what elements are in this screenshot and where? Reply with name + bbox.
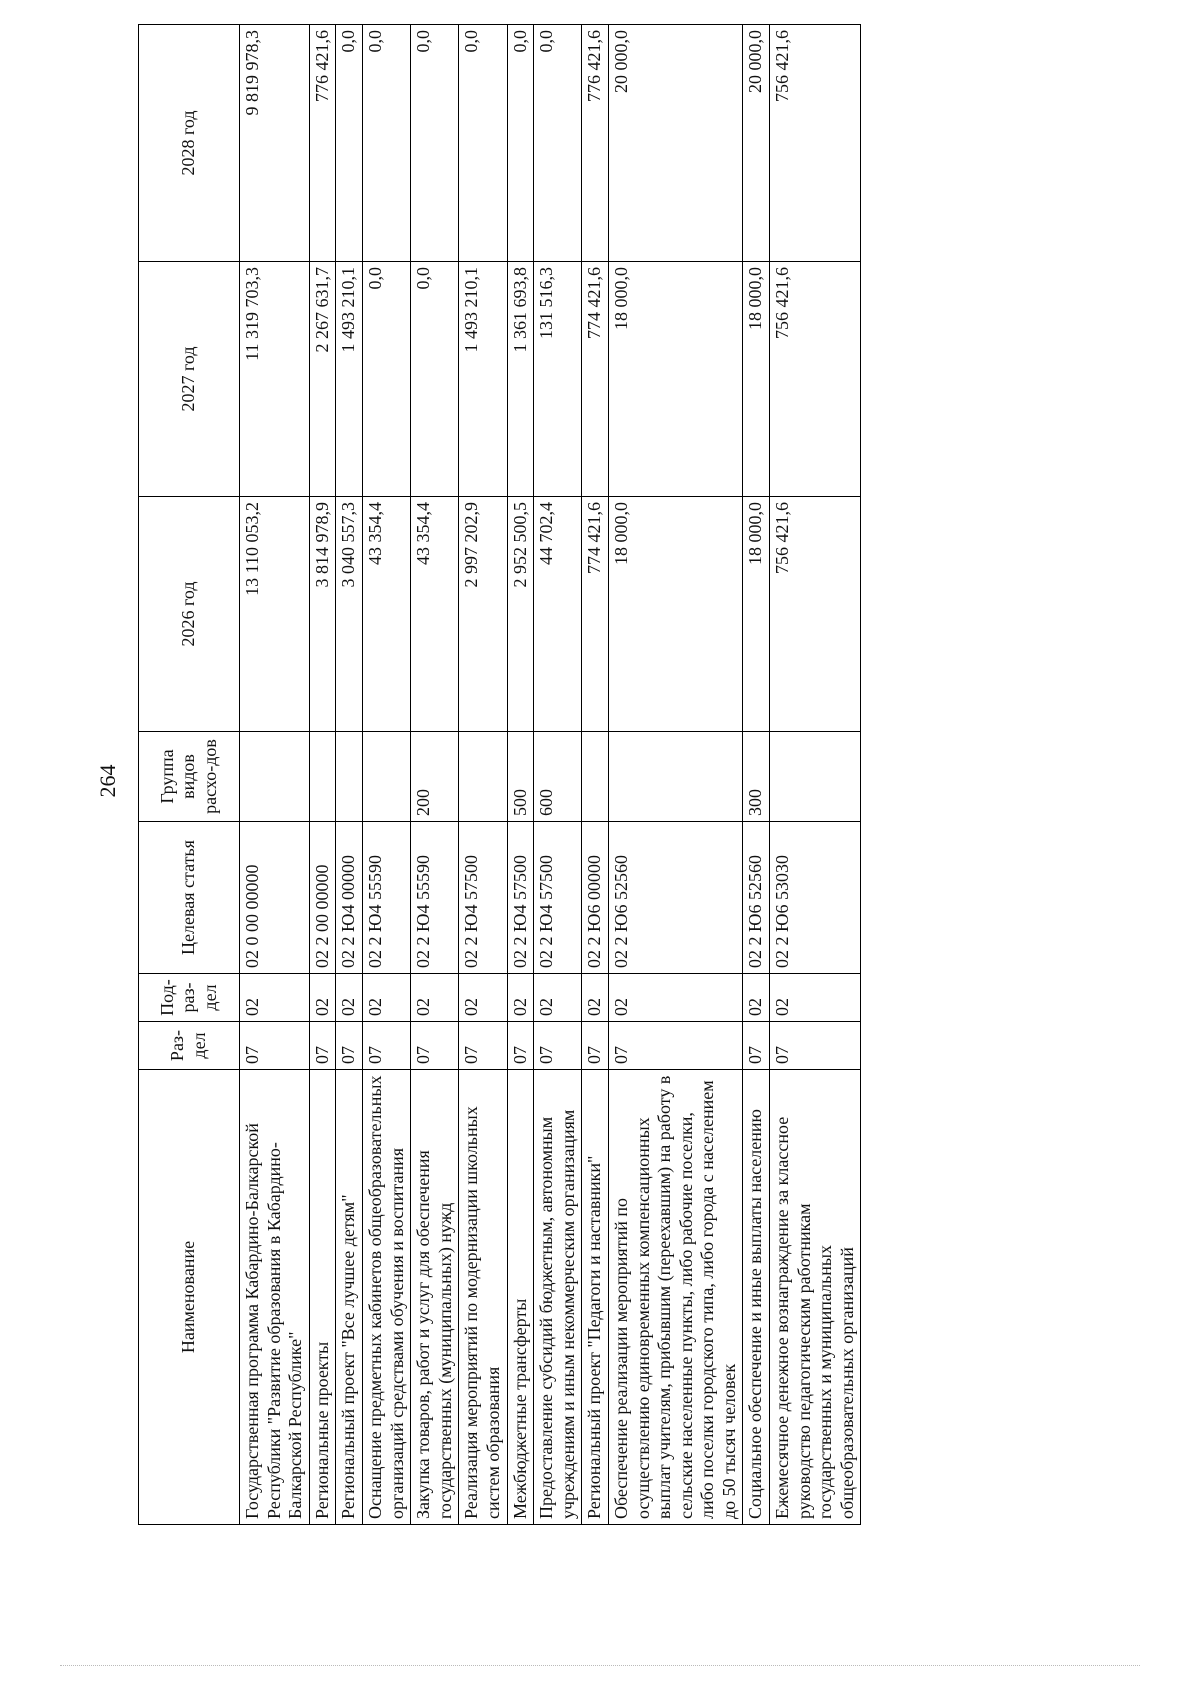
cell-year-2028: 0,0 [534,25,582,262]
cell-subsection: 02 [411,974,459,1022]
header-row [139,25,240,1525]
cell-section: 07 [582,1022,609,1070]
header-year-2028: 2028 год [139,25,240,262]
cell-subsection: 02 [743,974,770,1022]
cell-target-article: 02 2 Ю6 53030 [770,822,861,974]
cell-section: 07 [534,1022,582,1070]
cell-subsection: 02 [770,974,861,1022]
budget-table [138,24,861,1525]
header-subsection: Под-раз-дел [139,974,240,1022]
cell-expense-group [582,732,609,822]
cell-expense-group: 300 [743,732,770,822]
cell-subsection: 02 [309,974,336,1022]
table-row [507,25,534,1525]
cell-year-2027: 0,0 [362,262,410,497]
cell-name: Региональный проект "Все лучшее детям" [336,1070,363,1525]
cell-year-2026: 18 000,0 [743,497,770,732]
cell-year-2027: 18 000,0 [743,262,770,497]
table-row [459,25,507,1525]
table-row [770,25,861,1525]
cell-expense-group [770,732,861,822]
cell-year-2028: 20 000,0 [608,25,743,262]
cell-name: Ежемесячное денежное вознаграждение за классное руководство педагогическим работникам государственных и муниципальных общеобразовательных организаций [770,1070,861,1525]
cell-section: 07 [770,1022,861,1070]
cell-year-2026: 756 421,6 [770,497,861,732]
cell-target-article: 02 2 Ю6 00000 [582,822,609,974]
table-row [534,25,582,1525]
header-target-article: Целевая статья [139,822,240,974]
cell-name: Закупка товаров, работ и услуг для обеспечения государственных (муниципальных) нужд [411,1070,459,1525]
cell-name: Предоставление субсидий бюджетным, автономным учреждениям и иным некоммерческим организациям [534,1070,582,1525]
cell-target-article: 02 2 00 00000 [309,822,336,974]
cell-subsection: 02 [336,974,363,1022]
cell-year-2026: 18 000,0 [608,497,743,732]
cell-year-2028: 776 421,6 [582,25,609,262]
cell-name: Оснащение предметных кабинетов общеобразовательных организаций средствами обучения и воспитания [362,1070,410,1525]
cell-year-2027: 774 421,6 [582,262,609,497]
cell-year-2027: 131 516,3 [534,262,582,497]
cell-subsection: 02 [459,974,507,1022]
cell-year-2027: 756 421,6 [770,262,861,497]
cell-target-article: 02 2 Ю4 55590 [362,822,410,974]
cell-expense-group [336,732,363,822]
cell-year-2026: 2 997 202,9 [459,497,507,732]
cell-name: Обеспечение реализации мероприятий по осуществлению единовременных компенсационных выплат учителям, прибывшим (переехавшим) на работу в сельские населенные пункты, либо рабочие поселки, либо поселки городского типа, либо города с населением до 50 тысяч человек [608,1070,743,1525]
cell-year-2026: 3 040 557,3 [336,497,363,732]
table-row [336,25,363,1525]
cell-section: 07 [309,1022,336,1070]
table-row [582,25,609,1525]
table-row [240,25,310,1525]
cell-expense-group [608,732,743,822]
cell-expense-group [362,732,410,822]
cell-subsection: 02 [240,974,310,1022]
cell-name: Межбюджетные трансферты [507,1070,534,1525]
cell-target-article: 02 2 Ю6 52560 [608,822,743,974]
cell-target-article: 02 2 Ю6 52560 [743,822,770,974]
header-section: Раз-дел [139,1022,240,1070]
cell-year-2027: 1 493 210,1 [336,262,363,497]
cell-year-2026: 44 702,4 [534,497,582,732]
cell-subsection: 02 [608,974,743,1022]
cell-year-2028: 9 819 978,3 [240,25,310,262]
cell-name: Социальное обеспечение и иные выплаты населению [743,1070,770,1525]
cell-year-2027: 18 000,0 [608,262,743,497]
cell-section: 07 [743,1022,770,1070]
cell-year-2028: 0,0 [336,25,363,262]
cell-target-article: 02 2 Ю4 55590 [411,822,459,974]
cell-year-2026: 43 354,4 [362,497,410,732]
header-year-2026: 2026 год [139,497,240,732]
cell-year-2027: 0,0 [411,262,459,497]
cell-year-2026: 2 952 500,5 [507,497,534,732]
header-year-2027: 2027 год [139,262,240,497]
cell-year-2027: 2 267 631,7 [309,262,336,497]
cell-year-2027: 11 319 703,3 [240,262,310,497]
cell-section: 07 [459,1022,507,1070]
cell-year-2028: 0,0 [411,25,459,262]
cell-section: 07 [362,1022,410,1070]
cell-expense-group [459,732,507,822]
table-row [309,25,336,1525]
cell-target-article: 02 2 Ю4 57500 [507,822,534,974]
cell-year-2027: 1 493 210,1 [459,262,507,497]
cell-expense-group: 500 [507,732,534,822]
table-row [608,25,743,1525]
cell-year-2026: 774 421,6 [582,497,609,732]
cell-year-2028: 0,0 [459,25,507,262]
cell-expense-group: 600 [534,732,582,822]
page-number: 264 [95,764,120,798]
cell-target-article: 02 2 Ю4 57500 [534,822,582,974]
cell-year-2026: 3 814 978,9 [309,497,336,732]
cell-target-article: 02 2 Ю4 00000 [336,822,363,974]
cell-section: 07 [336,1022,363,1070]
rotated-table-wrapper [138,25,861,1525]
header-expense-group: Группа видов расхо-дов [139,732,240,822]
table-row [743,25,770,1525]
cell-section: 07 [411,1022,459,1070]
table-row [362,25,410,1525]
cell-section: 07 [507,1022,534,1070]
cell-section: 07 [240,1022,310,1070]
cell-expense-group: 200 [411,732,459,822]
cell-subsection: 02 [582,974,609,1022]
cell-subsection: 02 [534,974,582,1022]
cell-year-2027: 1 361 693,8 [507,262,534,497]
cell-name: Региональные проекты [309,1070,336,1525]
cell-target-article: 02 2 Ю4 57500 [459,822,507,974]
cell-expense-group [240,732,310,822]
cell-year-2028: 0,0 [507,25,534,262]
cell-subsection: 02 [362,974,410,1022]
cell-year-2028: 756 421,6 [770,25,861,262]
cell-section: 07 [608,1022,743,1070]
scan-artifact-line [60,1665,1140,1668]
cell-expense-group [309,732,336,822]
table-row [411,25,459,1525]
cell-subsection: 02 [507,974,534,1022]
cell-year-2028: 0,0 [362,25,410,262]
cell-year-2026: 13 110 053,2 [240,497,310,732]
cell-name: Региональный проект "Педагоги и наставники" [582,1070,609,1525]
header-name: Наименование [139,1070,240,1525]
cell-year-2028: 776 421,6 [309,25,336,262]
cell-year-2028: 20 000,0 [743,25,770,262]
cell-target-article: 02 0 00 00000 [240,822,310,974]
cell-name: Государственная программа Кабардино-Балкарской Республики "Развитие образования в Кабардино-Балкарской Республике" [240,1070,310,1525]
cell-name: Реализация мероприятий по модернизации школьных систем образования [459,1070,507,1525]
cell-year-2026: 43 354,4 [411,497,459,732]
